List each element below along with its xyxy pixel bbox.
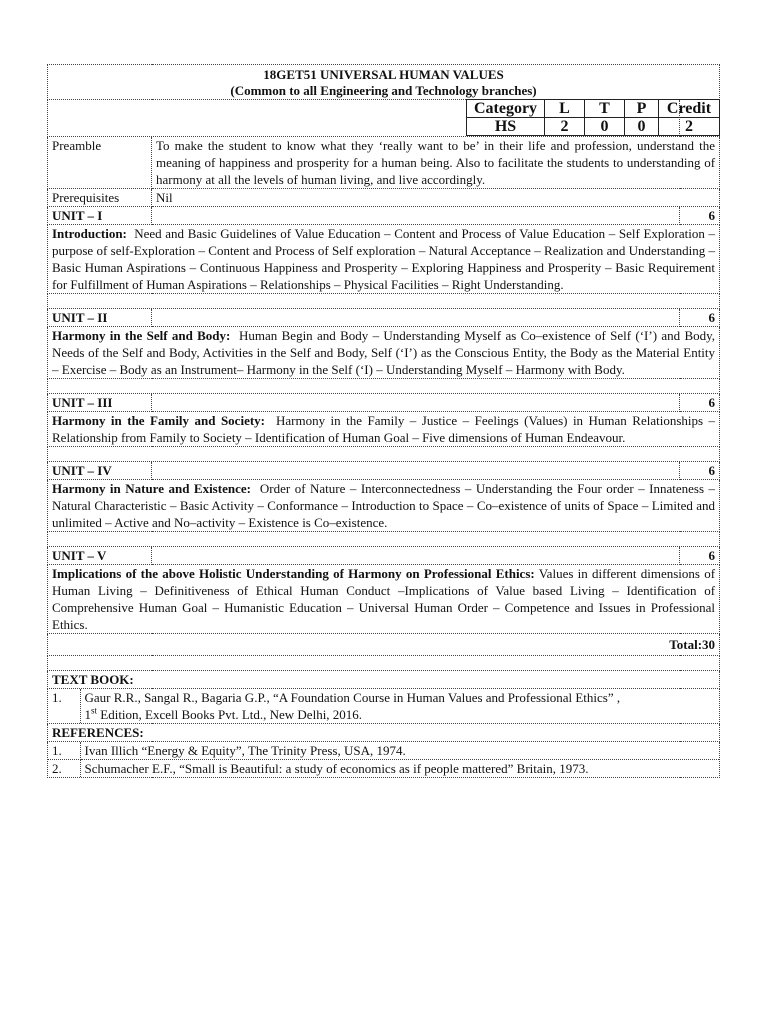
unit-2-content-row: [48, 327, 720, 379]
textbook-item-text: Gaur R.R., Sangal R., Bagaria G.P., “A Foundation Course in Human Values and Professional Ethics” , 1st Edition, Excell Books Pvt. Ltd., New Delhi, 2016.: [80, 689, 719, 723]
unit-2-hours: 6: [680, 309, 720, 327]
textbook-items-row: [48, 689, 720, 724]
unit-3-heading: Harmony in the Family and Society:: [52, 413, 265, 428]
unit-2-header: [48, 309, 720, 327]
unit-4-content: [48, 480, 720, 532]
unit-1-label: UNIT – I: [48, 207, 152, 225]
unit-3-content: [48, 412, 720, 447]
unit-4-heading: Harmony in Nature and Existence:: [52, 481, 251, 496]
total-row: [48, 634, 720, 656]
category-ltpc-table: [466, 99, 720, 136]
references-heading-row: [48, 724, 720, 742]
unit-5-hours: 6: [680, 547, 720, 565]
unit-1-hours: 6: [680, 207, 720, 225]
preamble-label: Preamble: [48, 137, 152, 189]
category-value-row: [467, 118, 720, 136]
unit-4-text: Order of Nature – Interconnectedness – Understanding the Four order – Innateness – Natural Characteristic – Basic Activity – Conformance – Introduction to Space – Co–existence of units of Space – Limited and unlimited – Active and No–activity – Existence is Co–existence.: [52, 481, 716, 530]
category-header-row: [467, 100, 720, 118]
unit-5-label: UNIT – V: [48, 547, 152, 565]
lecture-header: L: [545, 100, 585, 118]
course-title: 18GET51 UNIVERSAL HUMAN VALUES: [263, 67, 504, 82]
unit-3-header: [48, 394, 720, 412]
title-row: [48, 65, 720, 100]
reference-2-text: Schumacher E.F., “Small is Beautiful: a study of economics as if people mattered” Britain, 1973.: [80, 760, 719, 778]
course-subtitle: (Common to all Engineering and Technology branches): [230, 83, 537, 98]
credit-value: 2: [659, 118, 720, 136]
unit-4-header: [48, 462, 720, 480]
prerequisites-text: Nil: [152, 189, 720, 207]
unit-4-content-row: [48, 480, 720, 532]
tutorial-value: 0: [585, 118, 625, 136]
unit-1-content-row: [48, 225, 720, 294]
unit-4-hours: 6: [680, 462, 720, 480]
unit-1-text: Need and Basic Guidelines of Value Education – Content and Process of Value Education – Self Exploration – purpose of self-Exploration – Content and Process of Self exploration – Natural Acceptance – Realization and Understanding – Basic Human Aspirations – Continuous Happiness and Prosperity – Exploring Happiness and Prosperity – Basic Requirement for Fulfillment of Human Aspirations – Relationships – Physical Facilities – Right Understanding.: [52, 226, 716, 292]
unit-5-heading: Implications of the above Holistic Understanding of Harmony on Professional Ethics:: [52, 566, 535, 581]
syllabus-sheet: [47, 64, 719, 778]
list-item: [48, 760, 719, 778]
tutorial-header: T: [585, 100, 625, 118]
unit-3-hours: 6: [680, 394, 720, 412]
unit-5-content: [48, 565, 720, 634]
unit-2-label: UNIT – II: [48, 309, 152, 327]
unit-5-text: Values in different dimensions of Human Living – Definitiveness of Ethical Human Conduct –Implications of Value based Living – Identification of Comprehensive Human Goal – Humanistic Education – Universal Human Order – Competence and Issues in Professional Ethics.: [52, 566, 716, 632]
practical-value: 0: [625, 118, 659, 136]
reference-1-text: Ivan Illich “Energy & Equity”, The Trinity Press, USA, 1974.: [80, 742, 719, 760]
unit-4-label: UNIT – IV: [48, 462, 152, 480]
textbook-heading: TEXT BOOK:: [48, 671, 720, 689]
reference-2-num: 2.: [48, 760, 80, 778]
total-hours: Total:30: [48, 634, 720, 656]
preamble-text: To make the student to know what they ‘really want to be’ in their life and profession, understand the meaning of happiness and prosperity for a human being. Also to facilitate the students to understanding of harmony at all the levels of human living, and live accordingly.: [152, 137, 720, 189]
lecture-value: 2: [545, 118, 585, 136]
syllabus-table: [47, 64, 720, 778]
unit-1-heading: Introduction:: [52, 226, 127, 241]
category-value: HS: [467, 118, 545, 136]
unit-5-header: [48, 547, 720, 565]
reference-1-num: 1.: [48, 742, 80, 760]
unit-2-content: [48, 327, 720, 379]
unit-1-content: [48, 225, 720, 294]
unit-3-text: Harmony in the Family – Justice – Feelings (Values) in Human Relationships – Relationship from Family to Society – Identification of Human Goal – Five dimensions of Human Endeavour.: [52, 413, 716, 445]
unit-1-header: [48, 207, 720, 225]
practical-header: P: [625, 100, 659, 118]
prerequisites-label: Prerequisites: [48, 189, 152, 207]
category-header: Category: [467, 100, 545, 118]
unit-5-content-row: [48, 565, 720, 634]
list-item: [48, 742, 719, 760]
credit-header: Credit: [659, 100, 720, 118]
references-heading: REFERENCES:: [48, 724, 720, 742]
unit-2-text: Human Begin and Body – Understanding Myself as Co–existence of Self (‘I’) and Body, Needs of the Self and Body, Activities in the Self and Body, Self (‘I’) as the Conscious Entity, the Body as the Material Entity – Exercise – Body as an Instrument– Harmony in the Self (‘I) – Understanding Myself – Harmony with Body.: [52, 328, 716, 377]
textbook-list: [48, 689, 719, 723]
references-items-row: [48, 742, 720, 778]
list-item: [48, 689, 719, 723]
textbook-item-num: 1.: [48, 689, 80, 723]
preamble-row: [48, 137, 720, 189]
prerequisites-row: [48, 189, 720, 207]
unit-3-content-row: [48, 412, 720, 447]
textbook-heading-row: [48, 671, 720, 689]
unit-2-heading: Harmony in the Self and Body:: [52, 328, 231, 343]
references-list: [48, 742, 719, 777]
unit-3-label: UNIT – III: [48, 394, 152, 412]
